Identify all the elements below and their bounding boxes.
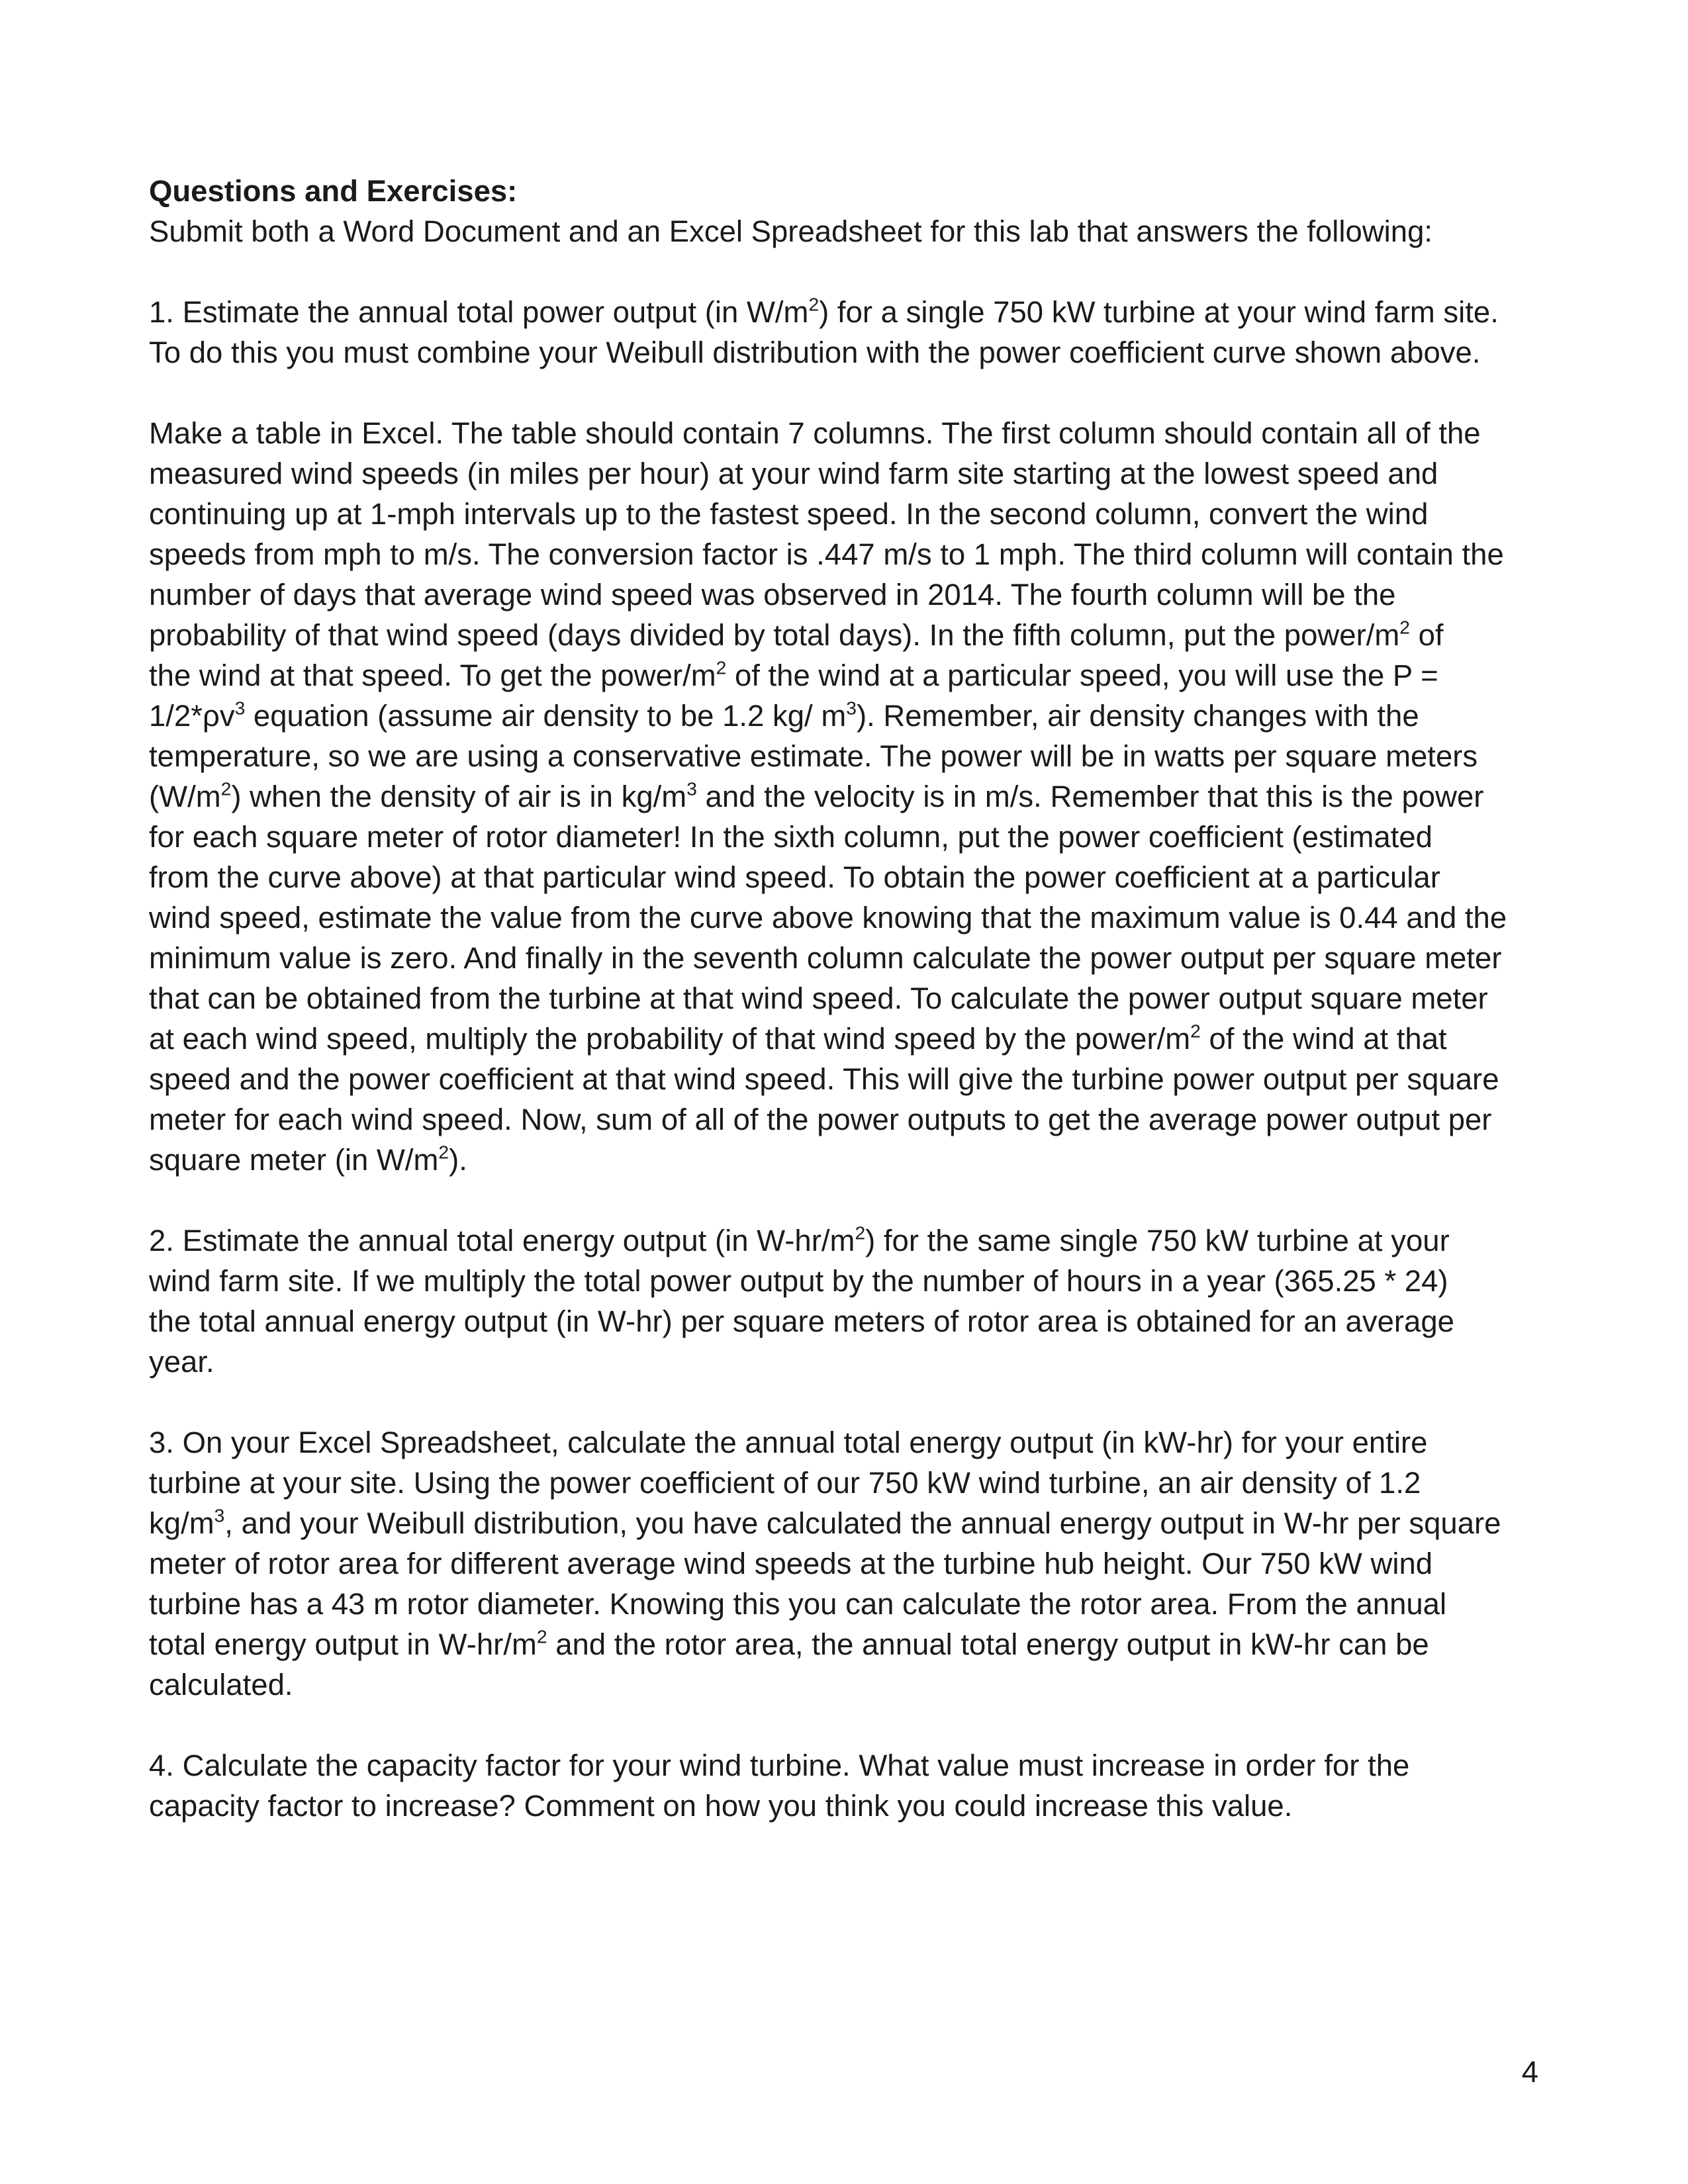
questions-section xyxy=(149,171,1566,1826)
question-3: 3. On your Excel Spreadsheet, calculate the annual total energy output (in kW-hr) for your entire turbine at your site. Using the power coefficient of our 750 kW wind turbine, an air density of 1.2 $kg/m^3$, and your Weibull distribution, you have calculated the annual energy output in W-hr per square meter of rotor area for different average wind speeds at the turbine hub height. Our 750 kW wind turbine has a 43 m rotor diameter. Knowing this you can calculate the rotor area. From the annual total energy output in $W-hr/m^2$ and the rotor area, the annual total energy output in kW-hr can be calculated. xyxy=(149,1426,1501,1702)
section-heading: Questions and Exercises: xyxy=(149,174,518,208)
intro-text: Submit both a Word Document and an Excel Spreadsheet for this lab that answers the following: xyxy=(149,214,1433,248)
question-4: 4. Calculate the capacity factor for your wind turbine. What value must increase in order for the capacity factor to increase? Comment on how you think you could increase this value. xyxy=(149,1749,1410,1823)
question-2: 2. Estimate the annual total energy output (in $W-hr/m^2$) for the same single 750 kW turbine at your wind farm site. If we multiply the total power output by the number of hours in a year (365.25 * 24) the total annual energy output (in W-hr) per square meters of rotor area is obtained for an average year. xyxy=(149,1222,1454,1379)
page-number: 4 xyxy=(1521,2055,1538,2089)
question-1: 1. Estimate the annual total power output (in $W/m^2$) for a single 750 kW turbine at your wind farm site. To do this you must combine your Weibull distribution with the power coefficient curve shown above. xyxy=(149,293,1499,369)
table-instructions: Make a table in Excel. The table should contain 7 columns. The first column should contain all of the measured wind speeds (in miles per hour) at your wind farm site starting at the lowest speed and continuing up at 1-mph intervals up to the fastest speed. In the second column, convert the wind speeds from mph to m/s. The conversion factor is .447 m/s to 1 mph. The third column will contain the number of days that average wind speed was observed in 2014. The fourth column will be the probability of that wind speed (days divided by total days). In the fifth column, put the power/$m^2$ of the wind at that speed. To get the power/$m^2$ of the wind at a particular speed, you will use the P = $1/2*\rho v^3$ equation (assume air density to be 1.2 kg/ $m^3$). Remember, air density changes with the temperature, so we are using a conservative estimate. The power will be in watts per square meters $(W/m^2)$ when the density of air is in $kg/m^3$ and the velocity is in m/s. Remember that this is the power for each square meter of rotor diameter! In the sixth column, put the power coefficient (estimated from the curve above) at that particular wind speed. To obtain the power coefficient at a particular wind speed, estimate the value from the curve above knowing that the maximum value is 0.44 and the minimum value is zero. And finally in the seventh column calculate the power output per square meter that can be obtained from the turbine at that wind speed. To calculate the power output square meter at each wind speed, multiply the probability of that wind speed by the power/$m^2$ of the wind at that speed and the power coefficient at that wind speed. This will give the turbine power output per square meter for each wind speed. Now, sum of all of the power outputs to get the average power output per square meter (in $W/m^2$). xyxy=(149,416,1507,1177)
